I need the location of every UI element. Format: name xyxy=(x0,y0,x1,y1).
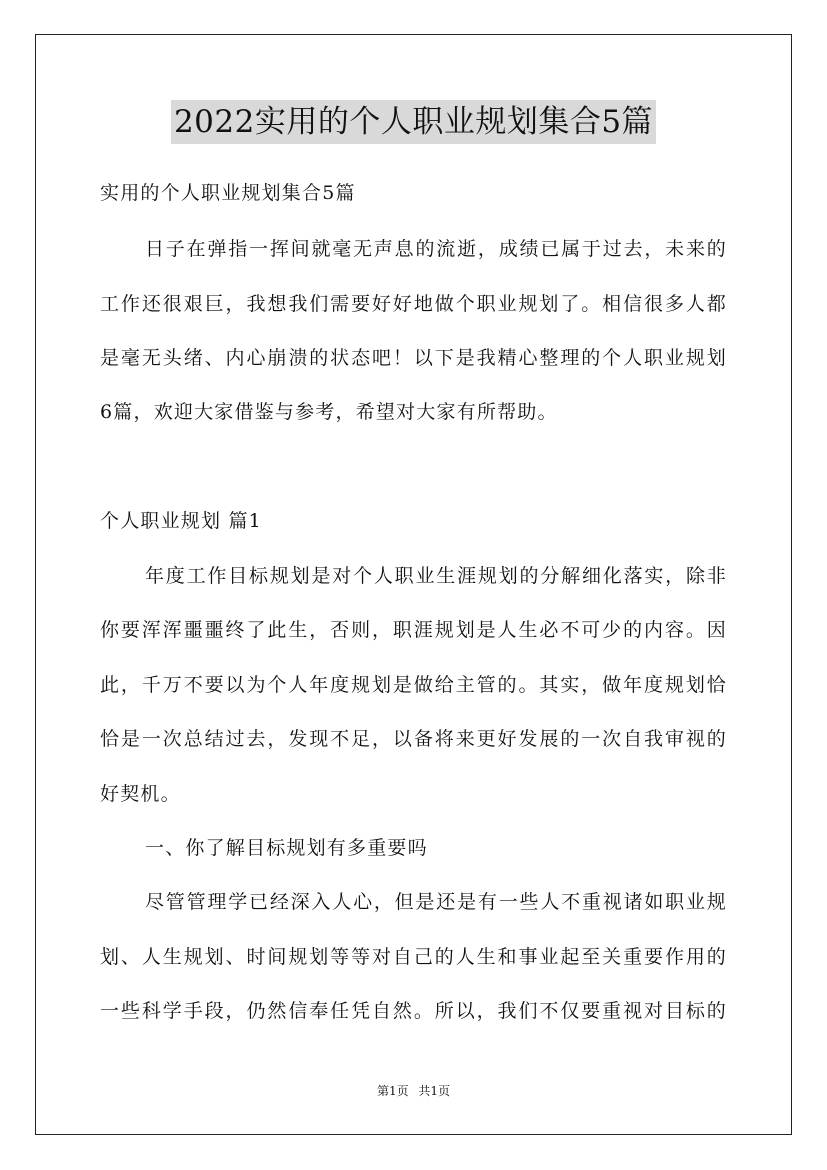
page-number: 第1页 xyxy=(376,1084,409,1098)
document-title: 2022实用的个人职业规划集合5篇 xyxy=(171,100,656,144)
page-total: 共1页 xyxy=(418,1084,451,1098)
section-line-4: 恰是一次总结过去，发现不足，以备将来更好发展的一次自我审视的 xyxy=(100,728,727,750)
section-line-3: 此，千万不要以为个人年度规划是做给主管的。其实，做年度规划恰 xyxy=(100,674,727,696)
page-footer xyxy=(0,1083,827,1099)
intro-line-2: 工作还很艰巨，我想我们需要好好地做个职业规划了。相信很多人都 xyxy=(100,293,727,315)
body-line-1: 尽管管理学已经深入人心，但是还是有一些人不重视诸如职业规 xyxy=(145,891,727,913)
subheading: 一、你了解目标规划有多重要吗 xyxy=(145,837,428,859)
intro-line-1: 日子在弹指一挥间就毫无声息的流逝，成绩已属于过去，未来的 xyxy=(145,238,727,260)
section-heading: 个人职业规划 篇1 xyxy=(100,510,262,532)
title-container xyxy=(0,100,827,144)
body-line-3: 一些科学手段，仍然信奉任凭自然。所以，我们不仅要重视对目标的 xyxy=(100,1000,727,1022)
document-subtitle: 实用的个人职业规划集合5篇 xyxy=(100,182,356,204)
section-line-2: 你要浑浑噩噩终了此生，否则，职涯规划是人生必不可少的内容。因 xyxy=(100,619,727,641)
body-line-2: 划、人生规划、时间规划等等对自己的人生和事业起至关重要作用的 xyxy=(100,946,727,968)
intro-line-3: 是毫无头绪、内心崩溃的状态吧！以下是我精心整理的个人职业规划 xyxy=(100,347,727,369)
section-line-5: 好契机。 xyxy=(100,783,181,805)
section-line-1: 年度工作目标规划是对个人职业生涯规划的分解细化落实，除非 xyxy=(145,565,727,587)
intro-line-4: 6篇，欢迎大家借鉴与参考，希望对大家有所帮助。 xyxy=(100,401,558,423)
